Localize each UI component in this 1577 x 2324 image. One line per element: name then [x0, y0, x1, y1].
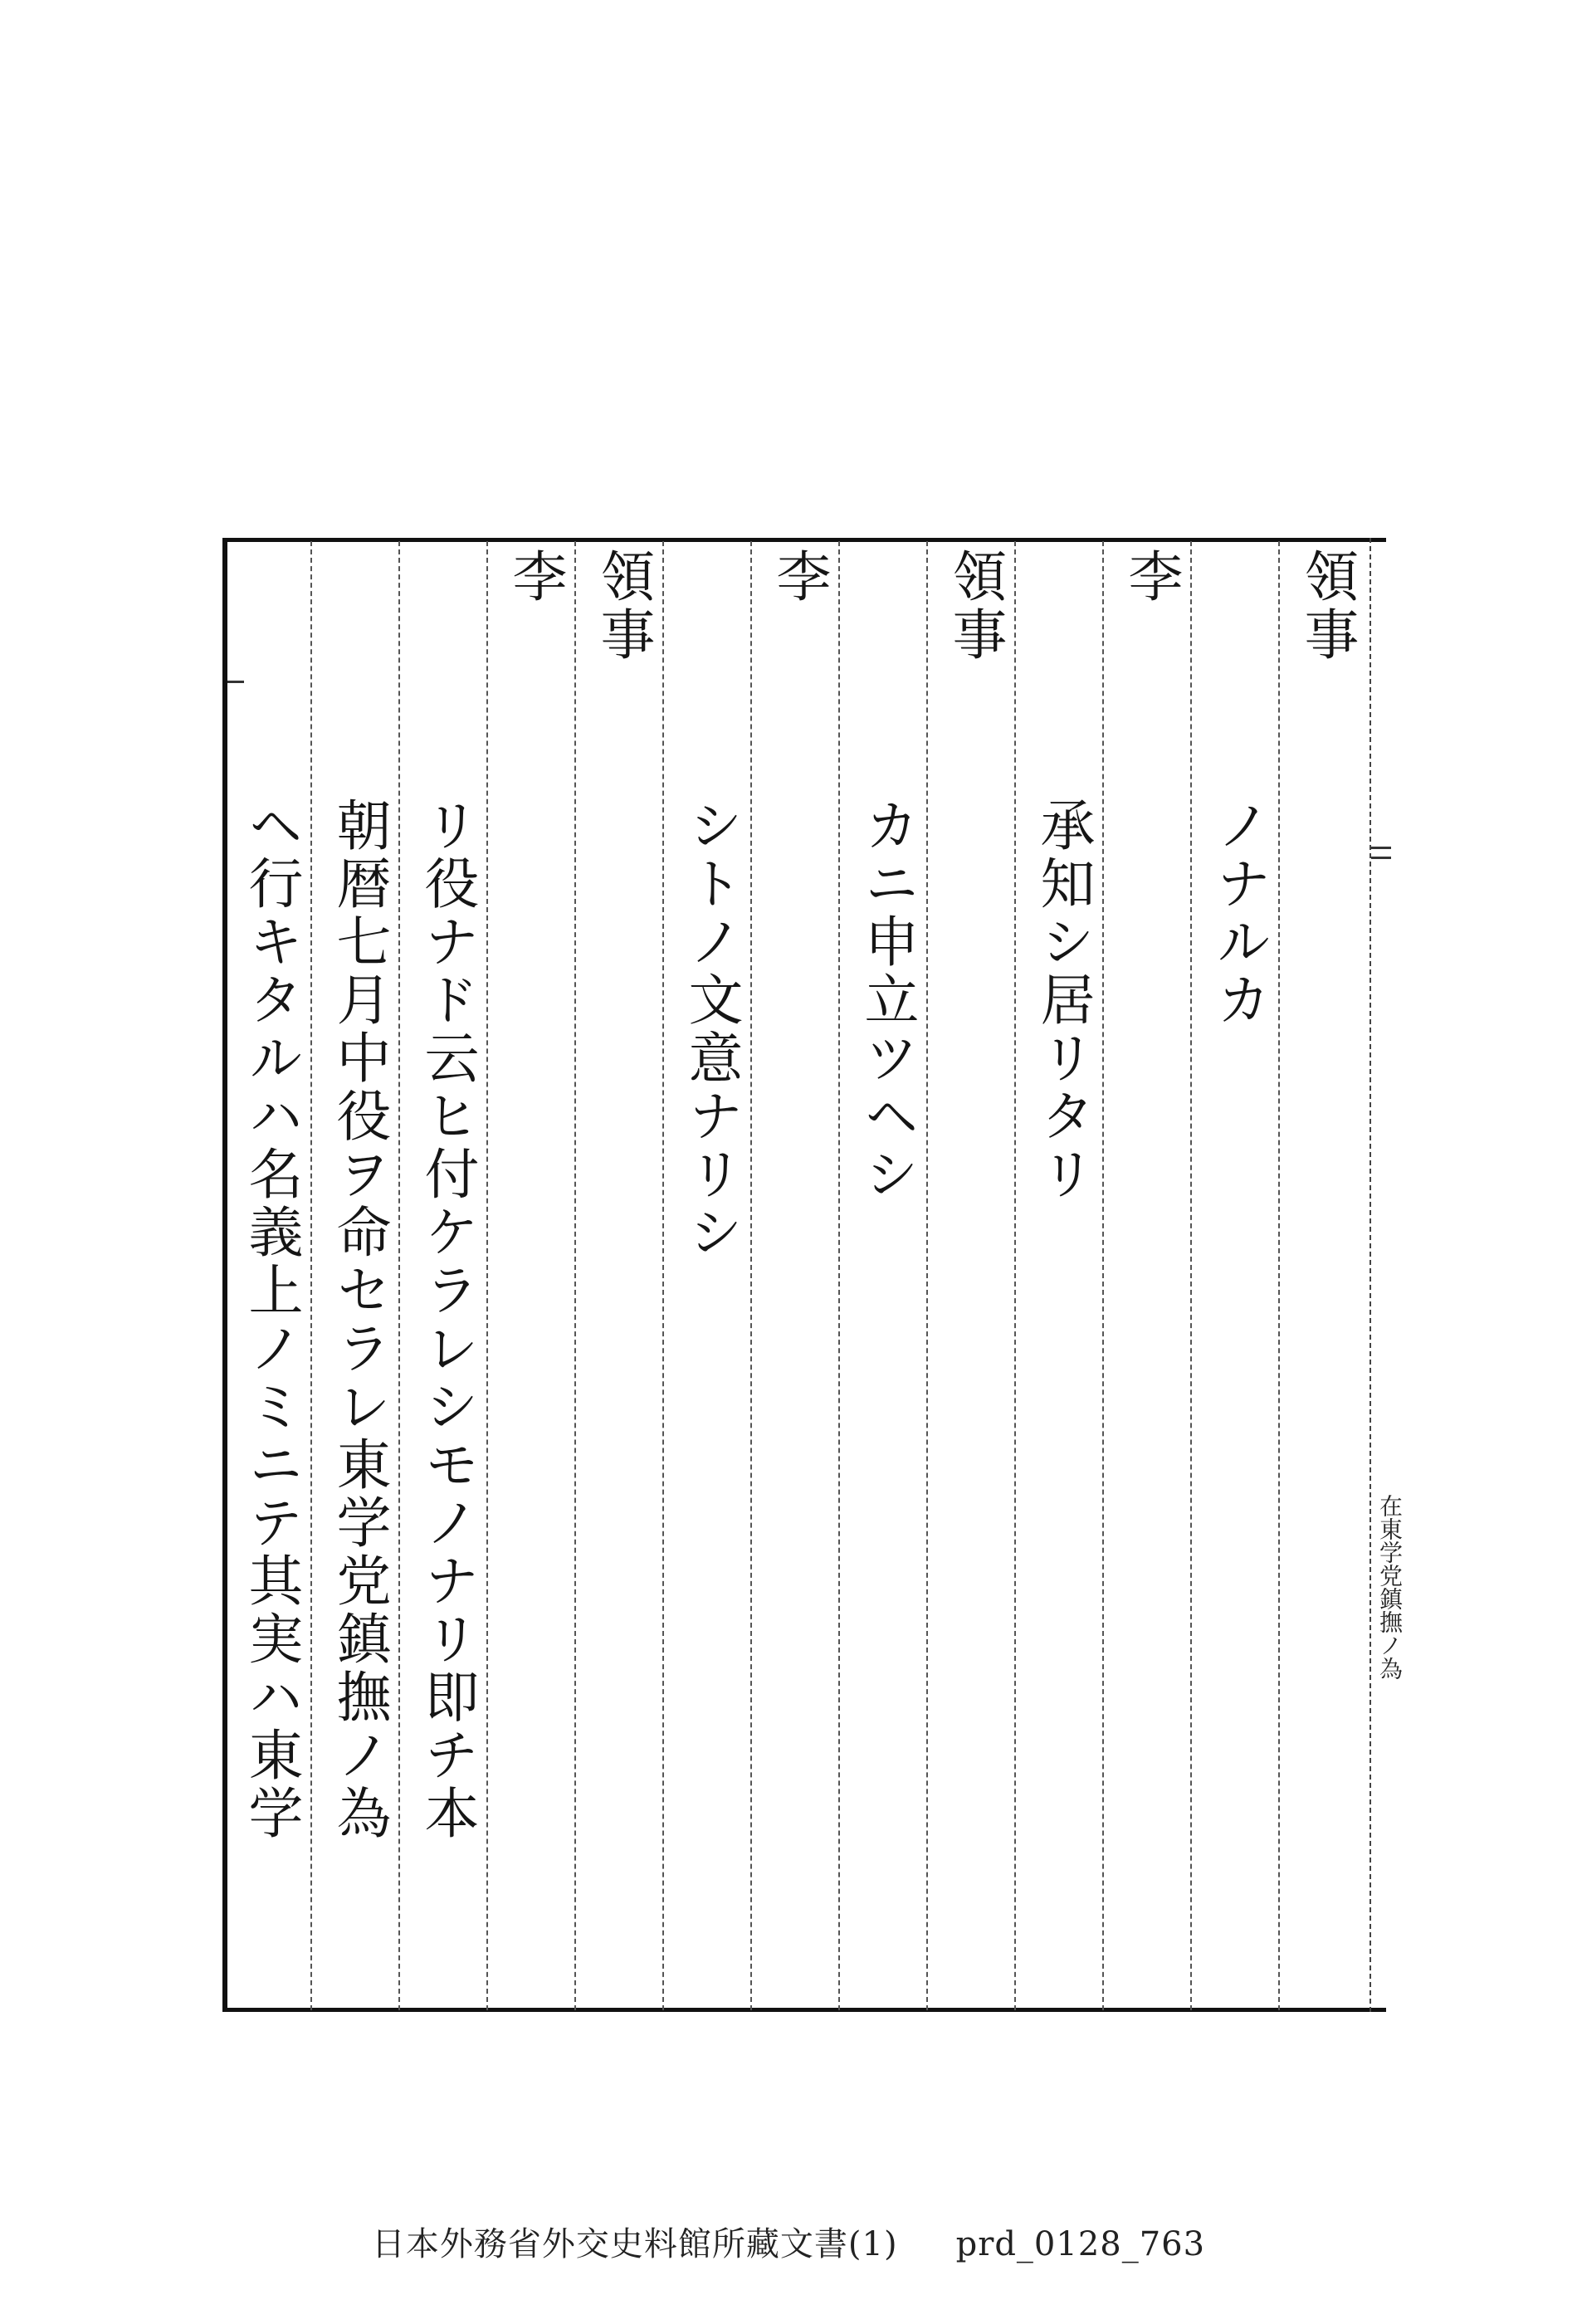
text-column: [1111, 548, 1190, 2000]
column-rule: [1278, 541, 1280, 2010]
column-text: 承知シ居リタリ: [1031, 797, 1095, 1204]
column-text: リ役ナド云ヒ付ケラレシモノナリ即チ本: [415, 797, 479, 1843]
column-rule: [310, 541, 312, 2010]
archive-name: 日本外務省外交史料館所藏文書(1): [371, 2225, 898, 2263]
column-text: シトノ文意ナリシ: [679, 797, 743, 1262]
column-rule: [1014, 541, 1016, 2010]
document-id: prd_0128_763: [955, 2225, 1206, 2263]
column-text: ノナルカ: [1207, 797, 1271, 1029]
text-column: [935, 548, 1014, 2000]
edge-tick: [1371, 847, 1391, 849]
column-rule: [574, 541, 576, 2010]
speaker-label: 李: [767, 548, 831, 606]
speaker-label: 領事: [943, 548, 1007, 664]
column-text: 朝暦七月中役ヲ命セラレ東学党鎮撫ノ為: [327, 797, 391, 1843]
column-text: ヘ行キタルハ名義上ノミニテ其実ハ東学: [239, 797, 303, 1843]
column-text: カニ申立ツヘシ: [855, 797, 919, 1204]
margin-annotation: 在東学党鎮撫ノ為: [1376, 1494, 1404, 1680]
text-column: [847, 797, 926, 2249]
text-column: [1023, 797, 1102, 2249]
speaker-label: 領事: [1295, 548, 1359, 664]
column-rule: [398, 541, 400, 2010]
text-column: [759, 548, 838, 2000]
column-rule: [926, 541, 928, 2010]
column-rule: [486, 541, 488, 2010]
text-column: [1286, 548, 1366, 2000]
edge-tick: [1371, 857, 1391, 859]
column-rule: [750, 541, 752, 2010]
text-column: [1199, 797, 1278, 2249]
edge-tick: [227, 681, 244, 683]
text-column: [319, 797, 398, 2249]
text-column: [583, 548, 662, 2000]
text-column: [671, 797, 750, 2249]
archive-footer: [0, 2218, 1577, 2265]
text-column: [407, 797, 486, 2249]
speaker-label: 李: [503, 548, 567, 606]
text-column: [495, 548, 574, 2000]
column-rule: [1190, 541, 1192, 2010]
text-column: [231, 797, 310, 2249]
column-rule: [1102, 541, 1104, 2010]
speaker-label: 李: [1119, 548, 1183, 606]
column-rule: [662, 541, 664, 2010]
column-rule: [838, 541, 840, 2010]
speaker-label: 領事: [591, 548, 655, 664]
